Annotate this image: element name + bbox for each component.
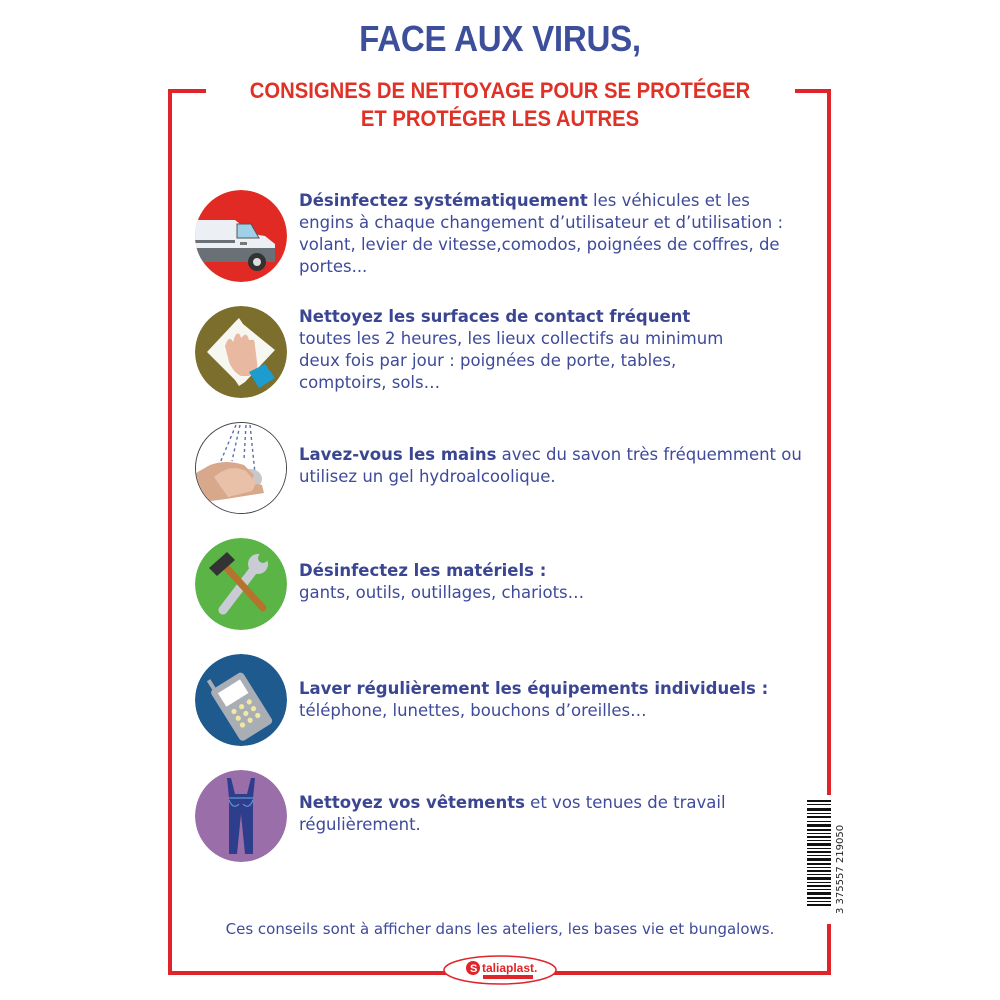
hand-wipe-icon <box>195 306 287 398</box>
van-icon <box>195 190 287 282</box>
subtitle-line-1: CONSIGNES DE NETTOYAGE POUR SE PROTÉGER <box>249 78 751 103</box>
hand-washing-icon <box>195 422 287 514</box>
mobile-phone-icon <box>195 654 287 746</box>
instruction-text <box>299 444 819 488</box>
brand-logo <box>443 955 557 985</box>
instruction-detail: toutes les 2 heures, les lieux collectifs au minimum deux fois par jour : poignées de porte, tables, comptoirs, sols… <box>299 329 724 392</box>
instruction-bold: Nettoyez vos vêtements <box>299 793 525 812</box>
instruction-bold: Désinfectez les matériels : <box>299 561 547 580</box>
instruction-detail: gants, outils, outillages, chariots… <box>299 583 585 602</box>
instruction-detail: les véhicules et les engins à chaque changement d’utilisateur et d’utilisation : volant, levier de vitesse,comodos, poignées de coffres, de portes... <box>299 191 784 276</box>
frame-top-right <box>795 89 831 93</box>
instruction-item <box>195 306 815 401</box>
subtitle-line-2: ET PROTÉGER LES AUTRES <box>360 106 640 131</box>
frame-bottom-right <box>549 971 831 975</box>
tools-icon <box>195 538 287 630</box>
instruction-item <box>195 190 815 285</box>
instruction-text <box>299 306 759 394</box>
frame-bottom-left <box>168 971 451 975</box>
instruction-item <box>195 770 815 865</box>
instruction-text <box>299 792 799 836</box>
footer-note: Ces conseils sont à afficher dans les ateliers, les bases vie et bungalows. <box>225 920 775 938</box>
poster-subtitle <box>40 77 960 133</box>
barcode <box>805 798 847 916</box>
instruction-bold: Laver régulièrement les équipements individuels : <box>299 679 769 698</box>
instruction-item <box>195 654 815 749</box>
frame-right-upper <box>827 89 831 795</box>
instruction-item <box>195 538 815 633</box>
instruction-bold: Nettoyez les surfaces de contact fréquent <box>299 307 691 326</box>
instruction-detail: téléphone, lunettes, bouchons d’oreilles… <box>299 701 647 720</box>
instruction-item <box>195 422 815 517</box>
instruction-text <box>299 678 819 722</box>
frame-top-left <box>168 89 206 93</box>
svg-text:S: S <box>470 963 478 975</box>
poster-title: FACE AUX VIRUS, <box>359 18 641 59</box>
overalls-icon <box>195 770 287 862</box>
instruction-text <box>299 190 799 278</box>
instruction-text <box>299 560 799 604</box>
frame-left <box>168 89 172 975</box>
instruction-detail: avec du savon très fréquemment ou utilisez un gel hydroalcoolique. <box>299 445 802 486</box>
instruction-bold: Lavez-vous les mains <box>299 445 497 464</box>
instruction-detail: et vos tenues de travail régulièrement. <box>299 793 726 834</box>
barcode-number: 3 375557 219050 <box>835 824 846 914</box>
instruction-bold: Désinfectez systématiquement <box>299 191 588 210</box>
brand-name: taliaplast. <box>482 961 538 975</box>
